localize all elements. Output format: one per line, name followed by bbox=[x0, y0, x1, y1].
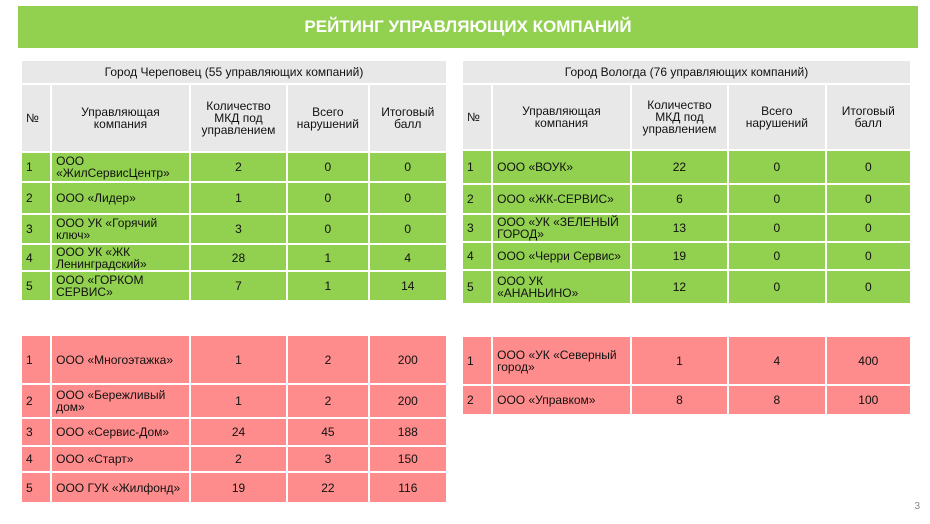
row-number: 1 bbox=[463, 337, 491, 384]
violations-count: 0 bbox=[729, 151, 824, 183]
total-score: 0 bbox=[370, 183, 446, 213]
mkd-count: 22 bbox=[632, 151, 727, 183]
company-name: ООО «Бережливый дом» bbox=[52, 385, 189, 417]
page-number: 3 bbox=[914, 501, 920, 512]
total-score: 0 bbox=[827, 243, 910, 269]
mkd-count: 6 bbox=[632, 185, 727, 213]
mkd-count: 1 bbox=[191, 385, 286, 417]
mkd-count: 2 bbox=[191, 153, 286, 181]
col-violations: Всего нарушений bbox=[288, 85, 367, 151]
company-name: ООО «ЖилСервисЦентр» bbox=[52, 153, 189, 181]
row-number: 5 bbox=[22, 473, 50, 502]
violations-count: 1 bbox=[288, 245, 367, 270]
col-company: Управляющая компания bbox=[493, 85, 630, 149]
table-row bbox=[463, 271, 910, 303]
col-violations: Всего нарушений bbox=[729, 85, 824, 149]
col-score: Итоговый балл bbox=[370, 85, 446, 151]
col-mkd: Количество МКД под управлением bbox=[191, 85, 286, 151]
row-number: 2 bbox=[463, 185, 491, 213]
total-score: 14 bbox=[370, 272, 446, 300]
violations-count: 0 bbox=[288, 215, 367, 243]
table-row bbox=[463, 151, 910, 183]
company-name: ООО ГУК «Жилфонд» bbox=[52, 473, 189, 502]
violations-count: 8 bbox=[729, 386, 824, 414]
col-mkd: Количество МКД под управлением bbox=[632, 85, 727, 149]
table-row bbox=[22, 447, 446, 471]
company-name: ООО «Сервис-Дом» bbox=[52, 419, 189, 445]
row-number: 3 bbox=[463, 215, 491, 241]
row-number: 2 bbox=[22, 183, 50, 213]
mkd-count: 24 bbox=[191, 419, 286, 445]
row-number: 1 bbox=[22, 153, 50, 181]
table-caption: Город Вологда (76 управляющих компаний) bbox=[463, 61, 910, 83]
table-row bbox=[22, 245, 446, 270]
row-number: 3 bbox=[22, 419, 50, 445]
table-row bbox=[22, 473, 446, 502]
violations-count: 0 bbox=[288, 183, 367, 213]
mkd-count: 28 bbox=[191, 245, 286, 270]
total-score: 0 bbox=[827, 271, 910, 303]
row-number: 5 bbox=[463, 271, 491, 303]
total-score: 0 bbox=[827, 215, 910, 241]
table-row bbox=[22, 336, 446, 383]
total-score: 200 bbox=[370, 336, 446, 383]
cherepovets-worst-table bbox=[20, 334, 448, 504]
total-score: 400 bbox=[827, 337, 910, 384]
company-name: ООО УК «АНАНЬИНО» bbox=[493, 271, 630, 303]
company-name: ООО «УК «Северный город» bbox=[493, 337, 630, 384]
col-num: № bbox=[463, 85, 491, 149]
mkd-count: 2 bbox=[191, 447, 286, 471]
violations-count: 0 bbox=[729, 271, 824, 303]
row-number: 2 bbox=[22, 385, 50, 417]
row-number: 5 bbox=[22, 272, 50, 300]
table-row bbox=[22, 183, 446, 213]
violations-count: 0 bbox=[729, 243, 824, 269]
mkd-count: 19 bbox=[191, 473, 286, 502]
violations-count: 0 bbox=[288, 153, 367, 181]
violations-count: 4 bbox=[729, 337, 824, 384]
table-row bbox=[463, 215, 910, 241]
row-number: 2 bbox=[463, 386, 491, 414]
mkd-count: 1 bbox=[632, 337, 727, 384]
total-score: 116 bbox=[370, 473, 446, 502]
vologda-worst-table bbox=[461, 335, 912, 416]
total-score: 0 bbox=[827, 151, 910, 183]
col-company: Управляющая компания bbox=[52, 85, 189, 151]
total-score: 0 bbox=[827, 185, 910, 213]
mkd-count: 8 bbox=[632, 386, 727, 414]
company-name: ООО УК «ЖК Ленинградский» bbox=[52, 245, 189, 270]
table-row bbox=[463, 386, 910, 414]
company-name: ООО «Многоэтажка» bbox=[52, 336, 189, 383]
row-number: 4 bbox=[22, 447, 50, 471]
row-number: 3 bbox=[22, 215, 50, 243]
violations-count: 2 bbox=[288, 385, 367, 417]
table-row bbox=[463, 337, 910, 384]
total-score: 0 bbox=[370, 153, 446, 181]
violations-count: 2 bbox=[288, 336, 367, 383]
total-score: 200 bbox=[370, 385, 446, 417]
table-row bbox=[463, 185, 910, 213]
table-row bbox=[22, 215, 446, 243]
company-name: ООО УК «Горячий ключ» bbox=[52, 215, 189, 243]
cherepovets-best-table bbox=[20, 59, 448, 302]
violations-count: 1 bbox=[288, 272, 367, 300]
table-row bbox=[22, 385, 446, 417]
vologda-best-table bbox=[461, 59, 912, 305]
violations-count: 0 bbox=[729, 215, 824, 241]
total-score: 4 bbox=[370, 245, 446, 270]
violations-count: 0 bbox=[729, 185, 824, 213]
total-score: 150 bbox=[370, 447, 446, 471]
total-score: 188 bbox=[370, 419, 446, 445]
table-row bbox=[22, 153, 446, 181]
row-number: 1 bbox=[463, 151, 491, 183]
company-name: ООО «ГОРКОМ СЕРВИС» bbox=[52, 272, 189, 300]
mkd-count: 19 bbox=[632, 243, 727, 269]
col-num: № bbox=[22, 85, 50, 151]
mkd-count: 12 bbox=[632, 271, 727, 303]
violations-count: 3 bbox=[288, 447, 367, 471]
row-number: 1 bbox=[22, 336, 50, 383]
row-number: 4 bbox=[463, 243, 491, 269]
company-name: ООО «ВОУК» bbox=[493, 151, 630, 183]
company-name: ООО «Старт» bbox=[52, 447, 189, 471]
company-name: ООО «ЖК-СЕРВИС» bbox=[493, 185, 630, 213]
mkd-count: 1 bbox=[191, 336, 286, 383]
table-row bbox=[22, 419, 446, 445]
company-name: ООО «УК «ЗЕЛЕНЫЙ ГОРОД» bbox=[493, 215, 630, 241]
company-name: ООО «Управком» bbox=[493, 386, 630, 414]
page-title: РЕЙТИНГ УПРАВЛЯЮЩИХ КОМПАНИЙ bbox=[18, 6, 918, 48]
company-name: ООО «Черри Сервис» bbox=[493, 243, 630, 269]
col-score: Итоговый балл bbox=[827, 85, 910, 149]
violations-count: 22 bbox=[288, 473, 367, 502]
row-number: 4 bbox=[22, 245, 50, 270]
table-caption: Город Череповец (55 управляющих компаний) bbox=[22, 61, 446, 83]
table-row bbox=[22, 272, 446, 300]
table-row bbox=[463, 243, 910, 269]
mkd-count: 7 bbox=[191, 272, 286, 300]
company-name: ООО «Лидер» bbox=[52, 183, 189, 213]
total-score: 100 bbox=[827, 386, 910, 414]
mkd-count: 13 bbox=[632, 215, 727, 241]
violations-count: 45 bbox=[288, 419, 367, 445]
total-score: 0 bbox=[370, 215, 446, 243]
mkd-count: 3 bbox=[191, 215, 286, 243]
mkd-count: 1 bbox=[191, 183, 286, 213]
